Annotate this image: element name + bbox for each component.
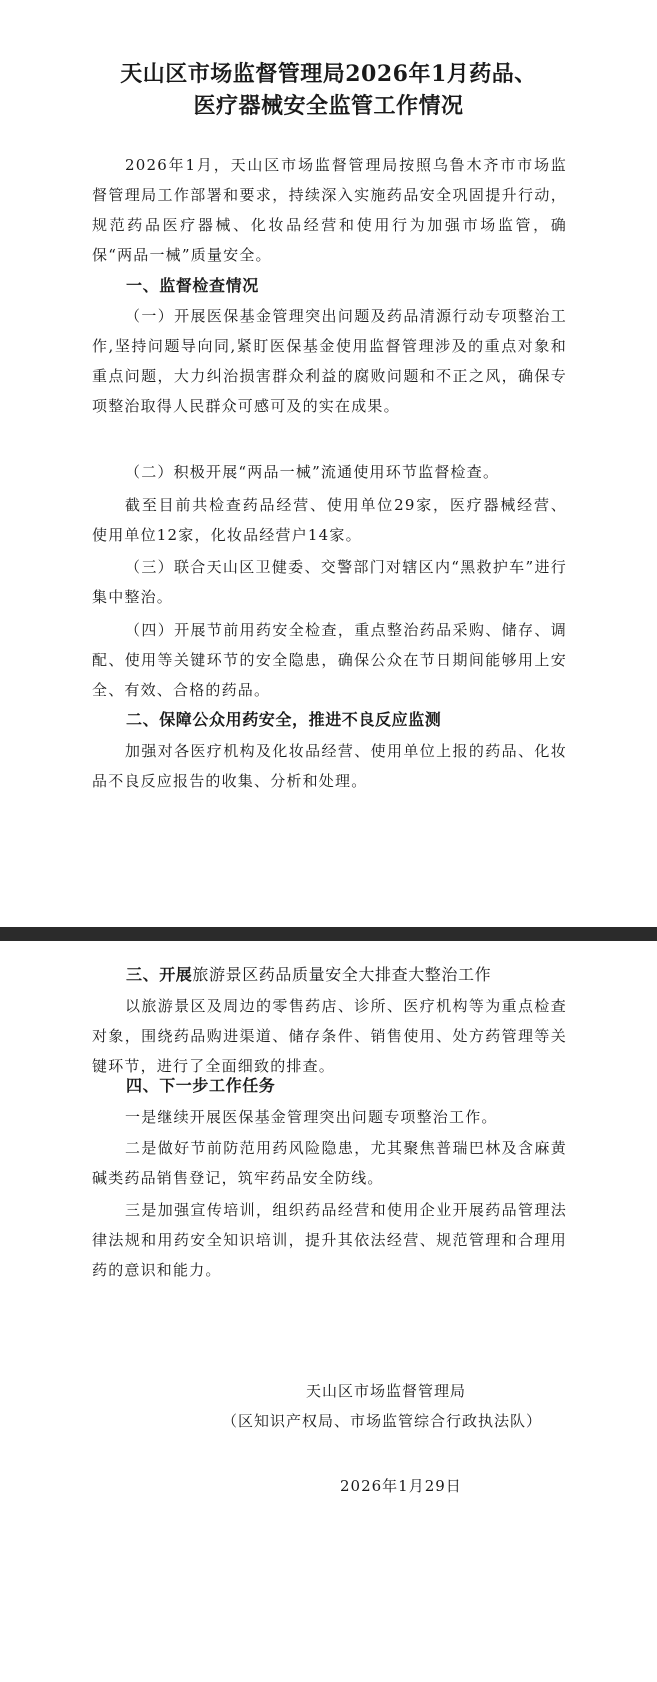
section-2-body: 加强对各医疗机构及化妆品经营、使用单位上报的药品、化妆品不良反应报告的收集、分析和处理。	[92, 742, 567, 790]
section-3-heading-rest: 旅游景区药品质量安全大排查大整治工作	[192, 965, 492, 984]
signature-date: 2026年1月29日	[340, 1477, 462, 1495]
document-title-line-2: 医疗器械安全监管工作情况	[193, 93, 464, 119]
section-3-heading-bold: 三、开展	[126, 965, 193, 984]
section-3-heading	[126, 960, 491, 990]
section-4-item-2: 二是做好节前防范用药风险隐患，尤其聚焦普瑞巴林及含麻黄碱类药品销售登记，筑牢药品安全防线。	[92, 1139, 567, 1187]
section-3-body: 以旅游景区及周边的零售药店、诊所、医疗机构等为重点检查对象，围绕药品购进渠道、储存条件、销售使用、处方药管理等关键环节，进行了全面细致的排查。	[92, 997, 567, 1075]
intro-paragraph: 2026年1月，天山区市场监督管理局按照乌鲁木齐市市场监督管理局工作部署和要求，持续深入实施药品安全巩固提升行动，规范药品医疗器械、化妆品经营和使用行为加强市场监管，确保“两品一械”质量安全。	[92, 156, 567, 264]
page-divider	[0, 927, 657, 941]
section-1-item-1: （一）开展医保基金管理突出问题及药品清源行动专项整治工作,坚持问题导向同,紧盯医保基金使用监督管理涉及的重点对象和重点问题，大力纠治损害群众利益的腐败问题和不正之风，确保专项整治取得人民群众可感可及的实在成果。	[92, 307, 567, 415]
signature-organization-sub: （区知识产权局、市场监管综合行政执法队）	[222, 1412, 543, 1430]
section-2-heading: 二、保障公众用药安全，推进不良反应监测	[126, 710, 442, 729]
section-1-item-2: （二）积极开展“两品一械”流通使用环节监督检查。	[125, 463, 500, 481]
section-1-item-2-detail: 截至目前共检查药品经营、使用单位29家，医疗器械经营、使用单位12家，化妆品经营户14家。	[92, 496, 567, 544]
document-page-2	[0, 941, 657, 1682]
section-1-heading: 一、监督检查情况	[126, 276, 259, 295]
section-4-heading: 四、下一步工作任务	[126, 1076, 276, 1095]
document-title-line-1: 天山区市场监督管理局2026年1月药品、	[120, 61, 537, 87]
section-4-item-1: 一是继续开展医保基金管理突出问题专项整治工作。	[125, 1108, 498, 1126]
section-1-item-3: （三）联合天山区卫健委、交警部门对辖区内“黑救护车”进行集中整治。	[92, 558, 567, 606]
section-4-item-3: 三是加强宣传培训，组织药品经营和使用企业开展药品管理法律法规和用药安全知识培训，提升其依法经营、规范管理和合理用药的意识和能力。	[92, 1201, 567, 1279]
section-1-item-4: （四）开展节前用药安全检查，重点整治药品采购、储存、调配、使用等关键环节的安全隐患，确保公众在节日期间能够用上安全、有效、合格的药品。	[92, 621, 567, 699]
signature-organization: 天山区市场监督管理局	[306, 1382, 467, 1400]
